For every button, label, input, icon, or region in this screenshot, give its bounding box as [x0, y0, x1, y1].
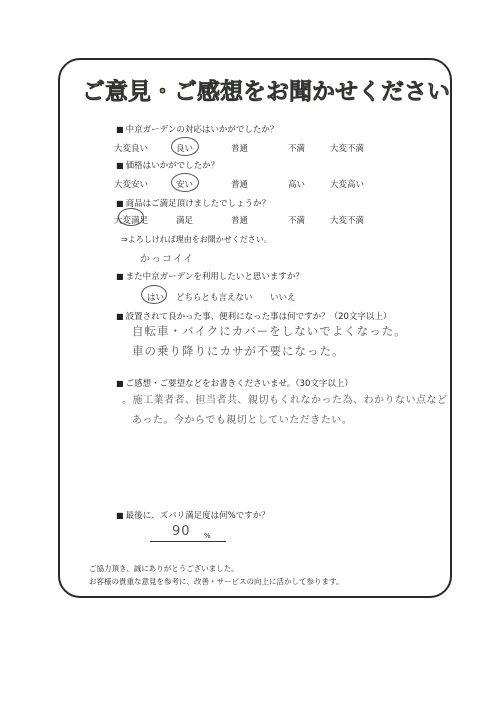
q7-answer-value: 90 [172, 524, 191, 539]
question-4-label: ■ また中京ガーデンを利用したいと思いますか？ [116, 270, 304, 282]
q3-option-2[interactable]: 満足 [176, 216, 194, 226]
q4-option-3[interactable]: いいえ [270, 293, 296, 303]
q1-option-4[interactable]: 不満 [288, 144, 306, 154]
q4-option-1[interactable]: はい [147, 293, 165, 303]
q3-reason-answer: かっコイイ [140, 254, 195, 265]
q7-unit: % [204, 532, 211, 540]
q1-option-3[interactable]: 普通 [231, 144, 249, 154]
survey-title: ご意見・ご感想をお聞かせください [82, 79, 450, 105]
question-6-label: ■ ご感想・ご要望などをお書きくださいませ。（30文字以上） [116, 377, 353, 389]
q4-selection-circle [141, 285, 167, 304]
q6-answer-line-2: あった。今からでも親切としていただきたい。 [132, 415, 353, 426]
q2-selection-circle [171, 173, 199, 192]
footer-message: お客様の貴重な意見を参考に、改善・サービスの向上に活かして参ります。 [89, 577, 344, 586]
q2-option-2[interactable]: 安い [176, 180, 194, 190]
question-1-label: ■ 中京ガーデンの対応はいかがでしたか？ [116, 123, 278, 135]
question-5-label: ■ 設置されて良かった事、便利になった事は何ですか？（20文字以上） [116, 310, 391, 322]
q1-option-1[interactable]: 大変良い [114, 144, 149, 154]
q7-answer-line [150, 541, 226, 542]
q3-selection-circle [118, 208, 144, 226]
q3-option-4[interactable]: 不満 [288, 216, 306, 226]
q6-answer-line-1: 。施工業者者、担当者共、親切もくれなかった為、わかりない点など [122, 395, 448, 406]
footer-thanks: ご協力頂き、誠にありがとうございました。 [89, 564, 239, 573]
question-2-label: ■ 価格はいかがでしたか？ [116, 159, 219, 171]
q3-option-3[interactable]: 普通 [231, 216, 249, 226]
q2-option-5[interactable]: 大変高い [330, 180, 365, 190]
q3-option-5[interactable]: 大変不満 [330, 216, 365, 226]
q2-option-1[interactable]: 大変安い [114, 180, 149, 190]
q1-option-5[interactable]: 大変不満 [330, 144, 365, 154]
q1-option-2[interactable]: 良い [176, 144, 194, 154]
q5-answer-line-1: 自転車・バイクにカバーをしないでよくなった。 [132, 324, 407, 338]
q2-option-3[interactable]: 普通 [231, 180, 249, 190]
q5-answer-line-2: 車の乗り降りにカサが不要になった。 [132, 344, 345, 358]
question-3-label: ■ 商品はご満足頂けましたでしょうか？ [116, 197, 270, 209]
q3-reason-prompt: ⇒よろしければ理由をお聞かせください。 [121, 235, 272, 244]
q3-option-1[interactable]: 大変満足 [114, 216, 149, 226]
question-7-label: ■ 最後に、ズバリ満足度は何%ですか？ [116, 509, 270, 521]
q4-option-2[interactable]: どちらとも言えない [176, 293, 253, 303]
q1-selection-circle [171, 137, 199, 156]
q2-option-4[interactable]: 高い [288, 180, 306, 190]
